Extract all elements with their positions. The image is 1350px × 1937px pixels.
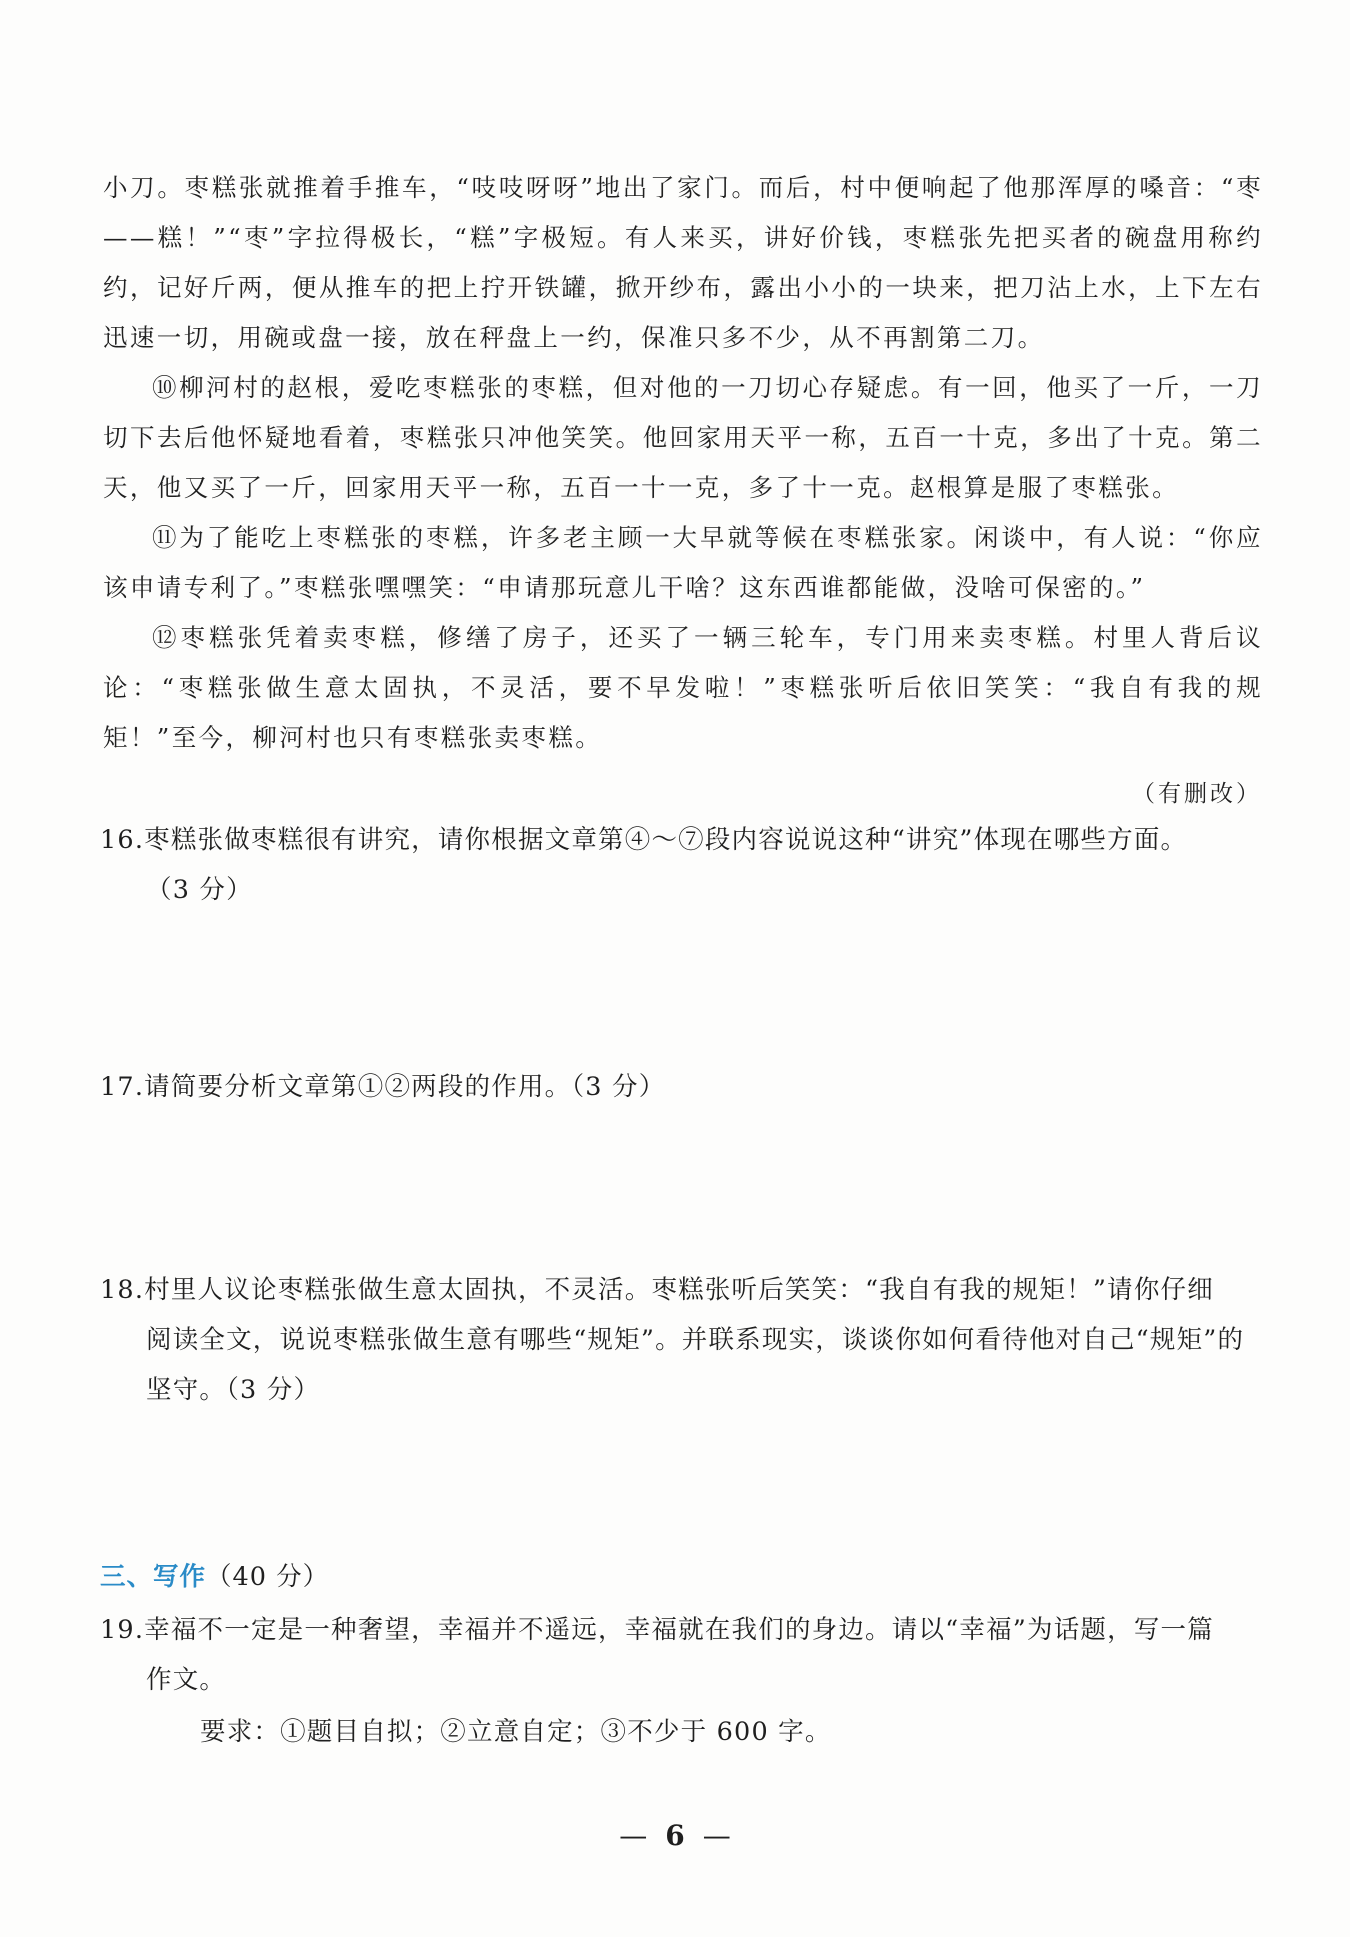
question-number: 19. bbox=[100, 1615, 145, 1645]
writing-requirements: 要求：①题目自拟；②立意自定；③不少于 600 字。 bbox=[200, 1717, 832, 1747]
story-paragraph-12: ⑫枣糕张凭着卖枣糕，修缮了房子，还买了一辆三轮车，专门用来卖枣糕。村里人背后议论：“枣糕张做生意太固执，不灵活，要不早发啦！”枣糕张听后依旧笑笑：“我自有我的规矩！”至今，柳河村也只有枣糕张卖枣糕。 bbox=[103, 623, 1263, 752]
section-label: 三、写作 bbox=[100, 1562, 207, 1592]
page-dash-right: — bbox=[702, 1819, 731, 1852]
question-19 bbox=[100, 1605, 1265, 1705]
page-number-value: 6 bbox=[665, 1819, 685, 1852]
question-text: 请简要分析文章第①②两段的作用。（3 分） bbox=[144, 1072, 666, 1102]
question-score: （3 分） bbox=[146, 875, 253, 905]
story-paragraph-11: ⑪为了能吃上枣糕张的枣糕，许多老主顾一大早就等候在枣糕张家。闲谈中，有人说：“你应该申请专利了。”枣糕张嘿嘿笑：“申请那玩意儿干啥？这东西谁都能做，没啥可保密的。” bbox=[103, 523, 1263, 602]
question-18 bbox=[100, 1265, 1265, 1415]
question-number: 17. bbox=[100, 1072, 145, 1102]
question-text: 村里人议论枣糕张做生意太固执，不灵活。枣糕张听后笑笑：“我自有我的规矩！”请你仔细 bbox=[144, 1275, 1214, 1305]
story-paragraph-10: ⑩柳河村的赵根，爱吃枣糕张的枣糕，但对他的一刀切心存疑虑。有一回，他买了一斤，一刀切下去后他怀疑地看着，枣糕张只冲他笑笑。他回家用天平一称，五百一十克，多出了十克。第二天，他又买了一斤，回家用天平一称，五百一十一克，多了十一克。赵根算是服了枣糕张。 bbox=[103, 373, 1263, 502]
question-16 bbox=[100, 815, 1265, 915]
page-number bbox=[0, 1816, 1350, 1856]
question-number: 16. bbox=[100, 825, 145, 855]
question-text-continued: 作文。 bbox=[146, 1665, 227, 1695]
page-dash-left: — bbox=[619, 1819, 648, 1852]
source-note: （有删改） bbox=[1132, 781, 1262, 807]
section-score: （40 分） bbox=[206, 1562, 330, 1592]
question-17 bbox=[100, 1062, 1265, 1112]
story-paragraph-continued: 小刀。枣糕张就推着手推车，“吱吱呀呀”地出了家门。而后，村中便响起了他那浑厚的嗓音：“枣——糕！”“枣”字拉得极长，“糕”字极短。有人来买，讲好价钱，枣糕张先把买者的碗盘用称约约，记好斤两，便从推车的把上拧开铁罐，掀开纱布，露出小小的一块来，把刀沾上水，上下左右迅速一切，用碗或盘一接，放在秤盘上一约，保准只多不少，从不再割第二刀。 bbox=[103, 173, 1263, 352]
question-text-continued: 阅读全文，说说枣糕张做生意有哪些“规矩”。并联系现实，谈谈你如何看待他对自己“规矩”的坚守。（3 分） bbox=[146, 1325, 1245, 1405]
question-text: 幸福不一定是一种奢望，幸福并不遥远，幸福就在我们的身边。请以“幸福”为话题，写一篇 bbox=[144, 1615, 1214, 1645]
question-number: 18. bbox=[100, 1275, 145, 1305]
question-text: 枣糕张做枣糕很有讲究，请你根据文章第④～⑦段内容说说这种“讲究”体现在哪些方面。 bbox=[144, 825, 1188, 855]
section-heading-writing bbox=[100, 1557, 329, 1597]
